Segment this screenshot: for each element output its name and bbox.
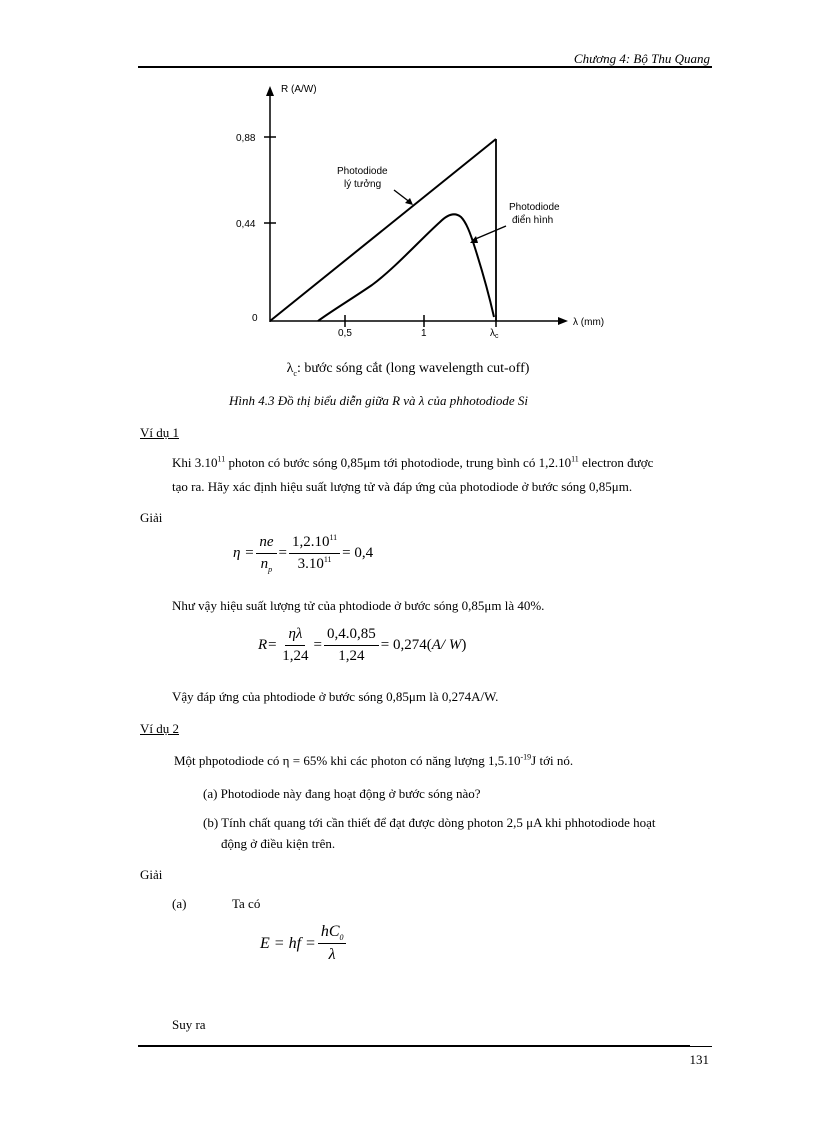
typical-curve [318,214,494,321]
y-tick-label-088: 0,88 [236,133,256,144]
note-sub: c [293,368,297,378]
example1-statement-line2: tạo ra. Hãy xác định hiệu suất lượng tử và đáp ứng của photodiode ở bước sóng 0,85μm. [172,479,633,494]
ideal-label-1: Photodiode [337,166,388,177]
example2-item-b-line2: động ở điều kiện trên. [221,836,336,851]
y-axis-arrow [266,86,274,96]
footer-rule [138,1045,690,1047]
y-axis-label: R (A/W) [281,84,317,95]
x-tick-label-cutoff [490,328,499,340]
note-lambda: λ [286,361,294,376]
example2-item-b-line1: (b) Tính chất quang tới cần thiết để đạt được dòng photon 2,5 μA khi phhotodiode hoạt [203,815,656,830]
page-number: 131 [689,1052,709,1067]
equation-responsivity: R= $\frac{\eta\lambda}{1,24}$ = $\frac{0,4.0,85}{1,24}$ = 0,274( A/ W ) [258,626,467,664]
example1-solution-label: Giải [140,510,163,525]
typical-label-2: điển hình [512,215,554,226]
note-text: : bước sóng cắt (long wavelength cut-off) [296,361,530,376]
cutoff-lambda: λ [490,328,495,339]
example1-statement: Khi 3.10$^{11}$ photon có bước sóng 0,85μm tới photodiode, trung bình có 1,2.10$^{11}$ electron được [172,454,654,470]
x-tick-label-1: 1 [421,328,427,339]
example2-solution-label: Giải [140,867,163,882]
fraction-responsivity-values: $\frac{0,4.0,85}{1,24}$ [324,626,379,665]
example2-item-a: (a) Photodiode này đang hoạt động ở bước sóng nào? [203,786,481,801]
figure-note [0,361,816,377]
fraction-eta-lambda: $\frac{\eta\lambda}{1,24}$ [282,626,309,664]
x-tick-label-05: 0,5 [338,328,352,339]
equation-photon-energy: E = hf = $\frac{hC_0}{\lambda}$ [260,923,348,964]
example2-statement: Một phpotodiode có η = 65% khi các photon có năng lượng $1,5.10^{-19}J$ tới nó. [174,752,574,768]
y-tick-label-0: 0 [252,313,258,324]
chapter-header: Chương 4: Bộ Thu Quang [573,51,710,66]
ideal-label-2: lý tưởng [344,179,382,190]
example1-title: Ví dụ 1 [140,425,179,440]
responsivity-graph [0,0,816,360]
typical-pointer [473,226,506,240]
fraction-hc-lambda: $\frac{hC_0}{\lambda}$ [318,923,347,964]
x-axis-arrow [558,317,568,325]
footer-rule-thin [690,1046,712,1047]
example2-title: Ví dụ 2 [140,721,179,736]
typical-label-1: Photodiode [509,202,560,213]
fraction-values: $\frac{1,2.10^{11}}{3.10^{11}}$ [289,534,340,573]
example2-follow: Suy ra [172,1017,206,1032]
example2-part-a-text: Ta có [232,896,261,911]
y-tick-label-044: 0,44 [236,219,256,230]
example1-result2: Vậy đáp ứng của phtodiode ở bước sóng 0,85μm là 0,274A/W. [172,689,499,704]
figure-caption: Hình 4.3 Đồ thị biểu diễn giữa R và λ của phhotodiode Si [229,393,529,408]
cutoff-sub: c [495,333,499,340]
example2-part-a-label: (a) [172,896,187,911]
example1-result1: Như vậy hiệu suất lượng tử của phtodiode ở bước sóng 0,85μm là 40%. [172,598,545,613]
x-axis-label: λ (mm) [573,317,605,328]
fraction-ne-np: $\frac{ne}{n_p}$ [256,534,276,573]
equation-quantum-efficiency: η = $\frac{ne}{n_p}$ = $\frac{1,2.10^{11}}{3.10^{11}}$ = 0,4 [233,533,374,574]
